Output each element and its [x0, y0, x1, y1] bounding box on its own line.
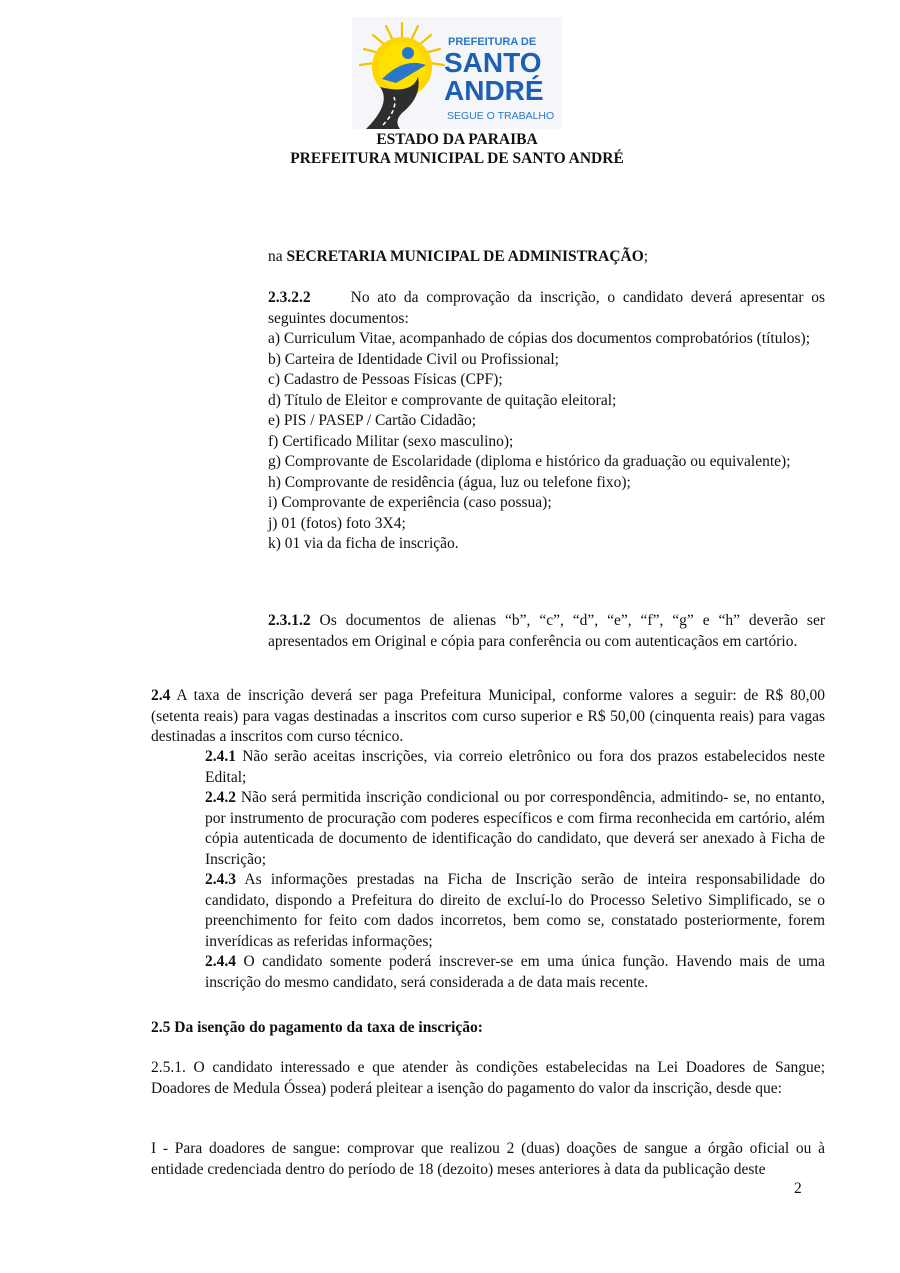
logo-tagline: SEGUE O TRABALHO [447, 110, 555, 122]
list-item: d) Título de Eleitor e comprovante de quitação eleitoral; [268, 391, 617, 409]
document-list [268, 329, 825, 555]
section-2-4-1 [205, 747, 825, 788]
section-text: No ato da comprovação da inscrição, o candidato deverá apresentar os seguintes documentos: [268, 289, 825, 327]
section-text: A taxa de inscrição deverá ser paga Prefeitura Municipal, conforme valores a seguir: de R$ 80,00 (setenta reais) para vagas destinadas a inscritos com curso superior e R$ 50,00 (cinquenta reais) para vagas destinadas a inscritos com curso técnico. [151, 687, 825, 745]
section-text: O candidato somente poderá inscrever-se em uma única função. Havendo mais de uma inscrição do mesmo candidato, será considerada a de data mais recente. [205, 953, 825, 991]
section-2-4 [151, 686, 825, 748]
section-2-4-2 [205, 788, 825, 870]
section-number: 2.4.3 [205, 871, 236, 888]
header-state: ESTADO DA PARAIBA [376, 131, 538, 148]
list-item: g) Comprovante de Escolaridade (diploma e histórico da graduação ou equivalente); [268, 453, 791, 470]
section-2-3-1-2 [268, 611, 825, 652]
list-item: a) Curriculum Vitae, acompanhado de cópias dos documentos comprobatórios (títulos); [268, 330, 811, 347]
section-number: 2.4.2 [205, 789, 236, 806]
section-2-4-4 [205, 952, 825, 993]
list-item: c) Cadastro de Pessoas Físicas (CPF); [268, 371, 503, 388]
section-text: As informações prestadas na Ficha de Inscrição serão de inteira responsabilidade do candidato, dispondo a Prefeitura do direito de excluí-lo do Processo Seletivo Simplificado, se o preenchimento for feito com dados incorretos, bem como se, constatado posteriormente, forem inverídicas as referidas informações; [205, 871, 825, 950]
section-text: Não será permitida inscrição condicional ou por correspondência, admitindo- se, no entanto, por instrumento de procuração com poderes específicos e com firma reconhecida em cartório, além cópia autenticada de documento de identificação do candidato, que deverá ser anexado à Ficha de Inscrição; [205, 789, 825, 868]
list-item: i) Comprovante de experiência (caso possua); [268, 494, 552, 511]
section-number: 2.4.1 [205, 748, 236, 765]
section-text: Não serão aceitas inscrições, via correio eletrônico ou fora dos prazos estabelecidos neste Edital; [205, 748, 825, 786]
section-number: 2.3.2.2 [268, 289, 311, 306]
section-2-4-3 [205, 870, 825, 952]
logo-line3: ANDRÉ [444, 75, 544, 106]
list-item: j) 01 (fotos) foto 3X4; [268, 514, 406, 532]
list-item: f) Certificado Militar (sexo masculino); [268, 432, 514, 450]
list-item: k) 01 via da ficha de inscrição. [268, 535, 459, 552]
intro-suffix: ; [643, 248, 649, 265]
list-item: h) Comprovante de residência (água, luz ou telefone fixo); [268, 473, 631, 491]
section-number: 2.3.1.2 [268, 612, 311, 629]
section-number: 2.4.4 [205, 953, 236, 970]
subsections-2-4 [205, 747, 825, 993]
section-text: Os documentos de alienas “b”, “c”, “d”, “e”, “f”, “g” e “h” deverão ser apresentados em Original e cópia para conferência ou com autenticaçãos em cartório. [268, 612, 825, 650]
section-2-5-1: 2.5.1. O candidato interessado e que atender às condições estabelecidas na Lei Doadores de Sangue; Doadores de Medula Óssea) poderá pleitear a isenção do pagamento do valor da inscrição, desde que: [151, 1059, 825, 1097]
section-2-3-2-2 [268, 288, 825, 555]
section-2-3-2-2-intro [268, 288, 825, 329]
intro-line [268, 247, 828, 268]
intro-department: SECRETARIA MUNICIPAL DE ADMINISTRAÇÃO [286, 248, 644, 265]
section-number: 2.4 [151, 687, 171, 704]
santo-andre-logo [352, 17, 562, 129]
item-i: I - Para doadores de sangue: comprovar que realizou 2 (duas) doações de sangue a órgão oficial ou à entidade credenciada dentro do período de 18 (dezoito) meses anteriores à data da publicação deste [151, 1140, 825, 1178]
logo-line2: SANTO [444, 47, 542, 78]
section-2-5-heading: 2.5 Da isenção do pagamento da taxa de inscrição: [151, 1019, 483, 1036]
intro-prefix: na [268, 248, 287, 265]
list-item: b) Carteira de Identidade Civil ou Profissional; [268, 350, 559, 368]
header-municipality: PREFEITURA MUNICIPAL DE SANTO ANDRÉ [290, 150, 624, 167]
logo-line1: PREFEITURA DE [448, 36, 537, 48]
page-number: 2 [794, 1180, 802, 1197]
list-item: e) PIS / PASEP / Cartão Cidadão; [268, 412, 477, 429]
